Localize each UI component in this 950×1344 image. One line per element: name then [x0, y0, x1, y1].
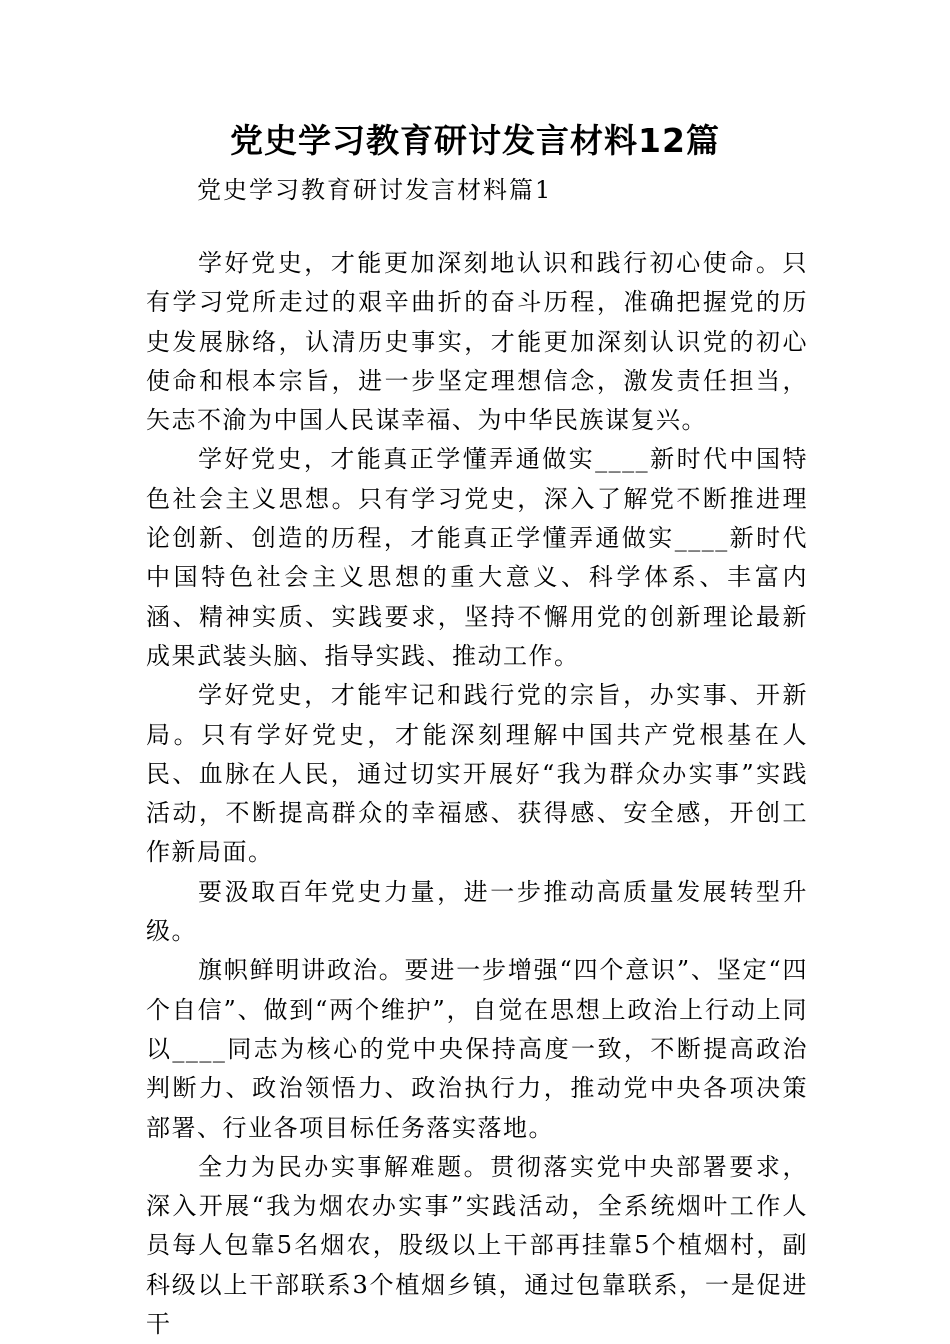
- paragraph: 要汲取百年党史力量，进一步推动高质量发展转型升级。: [146, 877, 808, 946]
- paragraph: 学好党史，才能真正学懂弄通做实____新时代中国特色社会主义思想。只有学习党史，深入了解党不断推进理论创新、创造的历程，才能真正学懂弄通做实____新时代中国特色社会主义思想的重大意义、科学体系、丰富内涵、精神实质、实践要求，坚持不懈用党的创新理论最新成果武装头脑、指导实践、推动工作。: [146, 445, 808, 670]
- paragraph: 学好党史，才能牢记和践行党的宗旨，办实事、开新局。只有学好党史，才能深刻理解中国共产党根基在人民、血脉在人民，通过切实开展好“我为群众办实事”实践活动，不断提高群众的幸福感、获得感、安全感，开创工作新局面。: [146, 681, 808, 867]
- document-body: [146, 244, 808, 1344]
- paragraph: 旗帜鲜明讲政治。要进一步增强“四个意识”、坚定“四个自信”、做到“两个维护”，自觉在思想上政治上行动上同以____同志为核心的党中央保持高度一致，不断提高政治判断力、政治领悟力、政治执行力，推动党中央各项决策部署、行业各项目标任务落实落地。: [146, 956, 808, 1142]
- paragraph: 全力为民办实事解难题。贯彻落实党中央部署要求，深入开展“我为烟农办实事”实践活动，全系统烟叶工作人员每人包靠5名烟农，股级以上干部再挂靠5个植烟村，副科级以上干部联系3个植烟乡镇，通过包靠联系，一是促进干: [146, 1152, 808, 1339]
- paragraph: 学好党史，才能更加深刻地认识和践行初心使命。只有学习党所走过的艰辛曲折的奋斗历程，准确把握党的历史发展脉络，认清历史事实，才能更加深刻认识党的初心使命和根本宗旨，进一步坚定理想信念，激发责任担当，矢志不渝为中国人民谋幸福、为中华民族谋复兴。: [146, 249, 808, 435]
- document-title: 党史学习教育研讨发言材料12篇: [230, 121, 720, 160]
- document-subtitle: 党史学习教育研讨发言材料篇1: [197, 176, 553, 204]
